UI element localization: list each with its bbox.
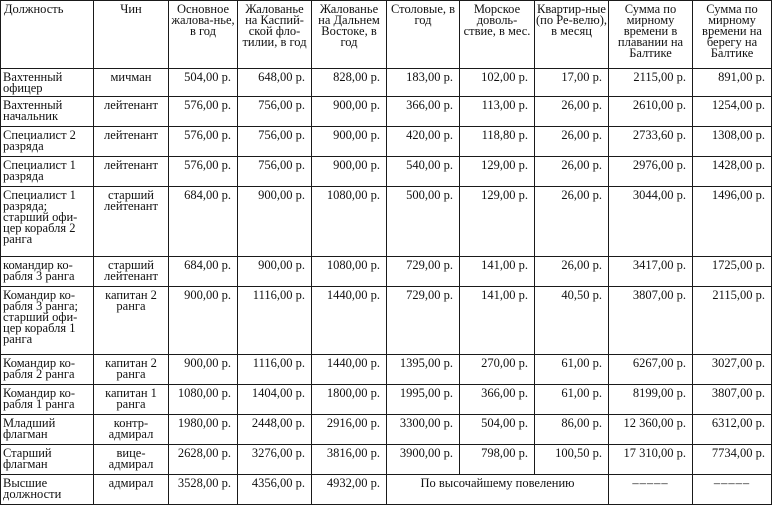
cell-rank: лейтенант xyxy=(94,97,169,127)
cell-quarters: 40,50 р. xyxy=(535,287,609,355)
cell-sum-shore: 1496,00 р. xyxy=(693,187,772,257)
cell-position: Вахтенный офицер xyxy=(1,69,94,97)
cell-caspian: 1116,00 р. xyxy=(238,287,312,355)
cell-rank: лейтенант xyxy=(94,157,169,187)
cell-quarters: 26,00 р. xyxy=(535,187,609,257)
table-row xyxy=(1,475,772,505)
cell-table: 1395,00 р. xyxy=(387,355,460,385)
cell-rank: контр-адмирал xyxy=(94,415,169,445)
cell-imperial-decree-note: По высочайшему повелению xyxy=(387,475,609,505)
cell-far-east: 1080,00 р. xyxy=(312,257,387,287)
cell-rank: капитан 2 ранга xyxy=(94,355,169,385)
cell-sea: 129,00 р. xyxy=(460,187,535,257)
cell-sum-shore: 2115,00 р. xyxy=(693,287,772,355)
cell-sum-sea: 2115,00 р. xyxy=(609,69,693,97)
col-header-base-salary: Основное жалова-нье, в год xyxy=(169,1,238,69)
table-row xyxy=(1,355,772,385)
table-row xyxy=(1,97,772,127)
table-row xyxy=(1,287,772,355)
cell-sum-shore: 1725,00 р. xyxy=(693,257,772,287)
col-header-sea-allowance: Морское доволь-ствие, в мес. xyxy=(460,1,535,69)
cell-base: 2628,00 р. xyxy=(169,445,238,475)
cell-base: 684,00 р. xyxy=(169,187,238,257)
cell-caspian: 756,00 р. xyxy=(238,157,312,187)
cell-sum-shore: ––––– xyxy=(693,475,772,505)
table-row xyxy=(1,69,772,97)
header-row xyxy=(1,1,772,69)
col-header-quarters: Квартир-ные (по Ре-велю), в месяц xyxy=(535,1,609,69)
cell-far-east: 1440,00 р. xyxy=(312,355,387,385)
cell-sum-shore: 3027,00 р. xyxy=(693,355,772,385)
cell-sea: 118,80 р. xyxy=(460,127,535,157)
col-header-position: Должность xyxy=(1,1,94,69)
cell-rank: старший лейтенант xyxy=(94,257,169,287)
cell-sum-sea: 3807,00 р. xyxy=(609,287,693,355)
cell-base: 684,00 р. xyxy=(169,257,238,287)
cell-base: 1080,00 р. xyxy=(169,385,238,415)
cell-position: Командир ко-рабля 2 ранга xyxy=(1,355,94,385)
cell-sum-sea: 3417,00 р. xyxy=(609,257,693,287)
cell-sum-sea: 12 360,00 р. xyxy=(609,415,693,445)
cell-table: 366,00 р. xyxy=(387,97,460,127)
cell-sum-sea: 2610,00 р. xyxy=(609,97,693,127)
cell-far-east: 900,00 р. xyxy=(312,157,387,187)
cell-rank: капитан 1 ранга xyxy=(94,385,169,415)
cell-far-east: 828,00 р. xyxy=(312,69,387,97)
cell-quarters: 61,00 р. xyxy=(535,355,609,385)
cell-table: 420,00 р. xyxy=(387,127,460,157)
cell-position: Специалист 1 разряда xyxy=(1,157,94,187)
col-header-table-money: Столовые, в год xyxy=(387,1,460,69)
cell-table: 729,00 р. xyxy=(387,287,460,355)
cell-position: командир ко-рабля 3 ранга xyxy=(1,257,94,287)
cell-far-east: 3816,00 р. xyxy=(312,445,387,475)
cell-sum-sea: 17 310,00 р. xyxy=(609,445,693,475)
cell-far-east: 1440,00 р. xyxy=(312,287,387,355)
cell-sea: 129,00 р. xyxy=(460,157,535,187)
table-row xyxy=(1,385,772,415)
cell-position: Высшие должности xyxy=(1,475,94,505)
table-row xyxy=(1,415,772,445)
cell-caspian: 756,00 р. xyxy=(238,127,312,157)
cell-rank: капитан 2 ранга xyxy=(94,287,169,355)
cell-caspian: 1116,00 р. xyxy=(238,355,312,385)
cell-sum-shore: 1428,00 р. xyxy=(693,157,772,187)
table-row xyxy=(1,445,772,475)
cell-table: 1995,00 р. xyxy=(387,385,460,415)
cell-sum-sea: ––––– xyxy=(609,475,693,505)
cell-rank: лейтенант xyxy=(94,127,169,157)
cell-base: 576,00 р. xyxy=(169,127,238,157)
cell-sum-shore: 6312,00 р. xyxy=(693,415,772,445)
cell-sea: 113,00 р. xyxy=(460,97,535,127)
cell-quarters: 26,00 р. xyxy=(535,127,609,157)
cell-far-east: 900,00 р. xyxy=(312,97,387,127)
cell-rank: вице-адмирал xyxy=(94,445,169,475)
cell-sea: 798,00 р. xyxy=(460,445,535,475)
table-row xyxy=(1,187,772,257)
cell-sum-shore: 1308,00 р. xyxy=(693,127,772,157)
col-header-sum-sea: Сумма по мирному времени в плавании на Балтике xyxy=(609,1,693,69)
cell-position: Младший флагман xyxy=(1,415,94,445)
cell-base: 900,00 р. xyxy=(169,355,238,385)
cell-sum-shore: 1254,00 р. xyxy=(693,97,772,127)
cell-sum-sea: 3044,00 р. xyxy=(609,187,693,257)
cell-sum-shore: 3807,00 р. xyxy=(693,385,772,415)
cell-far-east: 4932,00 р. xyxy=(312,475,387,505)
cell-sea: 141,00 р. xyxy=(460,287,535,355)
cell-caspian: 2448,00 р. xyxy=(238,415,312,445)
cell-sea: 504,00 р. xyxy=(460,415,535,445)
cell-base: 3528,00 р. xyxy=(169,475,238,505)
cell-rank: мичман xyxy=(94,69,169,97)
cell-quarters: 26,00 р. xyxy=(535,257,609,287)
table-row xyxy=(1,127,772,157)
cell-caspian: 756,00 р. xyxy=(238,97,312,127)
cell-far-east: 900,00 р. xyxy=(312,127,387,157)
cell-quarters: 86,00 р. xyxy=(535,415,609,445)
cell-caspian: 3276,00 р. xyxy=(238,445,312,475)
cell-quarters: 61,00 р. xyxy=(535,385,609,415)
cell-table: 3300,00 р. xyxy=(387,415,460,445)
cell-position: Командир ко-рабля 1 ранга xyxy=(1,385,94,415)
cell-sum-sea: 6267,00 р. xyxy=(609,355,693,385)
cell-base: 576,00 р. xyxy=(169,157,238,187)
cell-sum-sea: 2976,00 р. xyxy=(609,157,693,187)
cell-sea: 102,00 р. xyxy=(460,69,535,97)
cell-caspian: 1404,00 р. xyxy=(238,385,312,415)
cell-position: Специалист 1 разряда; старший офи-цер корабля 2 ранга xyxy=(1,187,94,257)
cell-sum-shore: 891,00 р. xyxy=(693,69,772,97)
cell-table: 540,00 р. xyxy=(387,157,460,187)
table-row xyxy=(1,157,772,187)
cell-position: Старший флагман xyxy=(1,445,94,475)
cell-base: 1980,00 р. xyxy=(169,415,238,445)
col-header-rank: Чин xyxy=(94,1,169,69)
cell-table: 3900,00 р. xyxy=(387,445,460,475)
col-header-far-east-salary: Жалованье на Дальнем Востоке, в год xyxy=(312,1,387,69)
cell-sea: 141,00 р. xyxy=(460,257,535,287)
col-header-sum-shore: Сумма по мирному времени на берегу на Балтике xyxy=(693,1,772,69)
cell-far-east: 2916,00 р. xyxy=(312,415,387,445)
cell-quarters: 26,00 р. xyxy=(535,97,609,127)
cell-quarters: 17,00 р. xyxy=(535,69,609,97)
cell-base: 576,00 р. xyxy=(169,97,238,127)
cell-rank: адмирал xyxy=(94,475,169,505)
cell-position: Вахтенный начальник xyxy=(1,97,94,127)
cell-rank: старший лейтенант xyxy=(94,187,169,257)
cell-base: 504,00 р. xyxy=(169,69,238,97)
cell-quarters: 26,00 р. xyxy=(535,157,609,187)
cell-table: 500,00 р. xyxy=(387,187,460,257)
cell-caspian: 900,00 р. xyxy=(238,187,312,257)
cell-caspian: 900,00 р. xyxy=(238,257,312,287)
cell-table: 183,00 р. xyxy=(387,69,460,97)
cell-far-east: 1080,00 р. xyxy=(312,187,387,257)
cell-sum-sea: 8199,00 р. xyxy=(609,385,693,415)
cell-sea: 366,00 р. xyxy=(460,385,535,415)
table-row xyxy=(1,257,772,287)
col-header-caspian-salary: Жалованье на Каспий-ской фло-тилии, в год xyxy=(238,1,312,69)
cell-caspian: 4356,00 р. xyxy=(238,475,312,505)
cell-quarters: 100,50 р. xyxy=(535,445,609,475)
cell-sum-shore: 7734,00 р. xyxy=(693,445,772,475)
cell-table: 729,00 р. xyxy=(387,257,460,287)
cell-position: Специалист 2 разряда xyxy=(1,127,94,157)
cell-sea: 270,00 р. xyxy=(460,355,535,385)
cell-sum-sea: 2733,60 р. xyxy=(609,127,693,157)
cell-position: Командир ко-рабля 3 ранга; старший офи-цер корабля 1 ранга xyxy=(1,287,94,355)
cell-base: 900,00 р. xyxy=(169,287,238,355)
cell-far-east: 1800,00 р. xyxy=(312,385,387,415)
cell-caspian: 648,00 р. xyxy=(238,69,312,97)
